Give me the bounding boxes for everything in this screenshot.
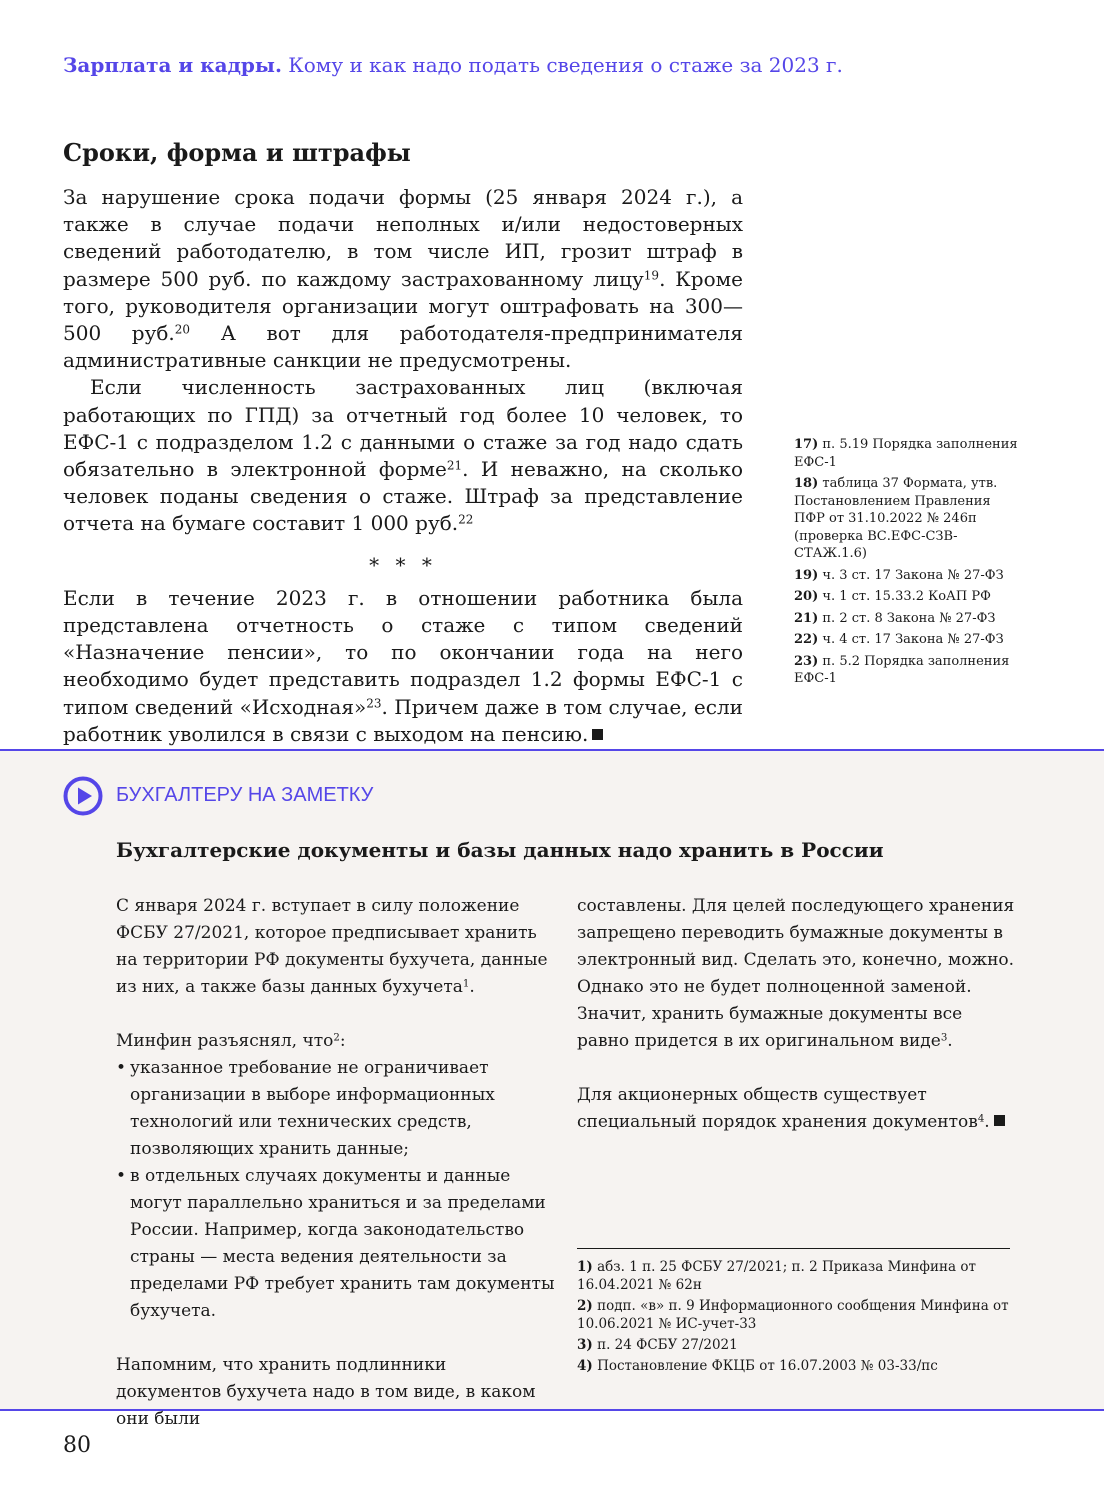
header-section: Зарплата и кадры. xyxy=(63,53,282,77)
paragraph-pension: Если в течение 2023 г. в отношении работника была представлена отчетность о стаже с типом сведений «Назначение пенсии», то по окончании года на него необходимо будет представить подраздел 1.2 формы ЕФС-1 с типом сведений «Исходная»$^{23}$. Причем даже в том случае, если работник уволился в связи с выходом на пенсию. xyxy=(63,585,743,746)
article-body xyxy=(63,184,743,748)
footnote-ref: 21 xyxy=(446,458,463,473)
footnote-ref: 22 xyxy=(458,512,474,527)
end-mark-icon xyxy=(994,1115,1005,1126)
footnote-ref: 4 xyxy=(977,1113,985,1125)
box-paragraph: Минфин разъяснял, что$^2$: xyxy=(116,1031,346,1051)
list-item: • указанное требование не ограничивает организации в выборе информационных технологий или технических средств, позволяющих хранить данные; xyxy=(116,1055,556,1163)
margin-note: 21) п. 2 ст. 8 Закона № 27-ФЗ xyxy=(794,610,996,626)
page-number: 80 xyxy=(63,1433,91,1458)
play-icon xyxy=(63,776,103,816)
footnote-ref: 2 xyxy=(333,1032,340,1044)
footnote-ref: 3 xyxy=(940,1032,948,1044)
footnote-ref: 20 xyxy=(174,322,191,337)
box-paragraph: С января 2024 г. вступает в силу положение ФСБУ 27/2021, которое предписывает хранить на территории РФ документы бухучета, данные из них, а также базы данных бухучета$^1$. xyxy=(116,896,548,997)
footnote: 1) абз. 1 п. 25 ФСБУ 27/2021; п. 2 Приказа Минфина от 16.04.2021 № 62н xyxy=(577,1259,976,1293)
running-header xyxy=(63,53,843,77)
bullet-list xyxy=(116,1055,556,1325)
footnote-divider xyxy=(577,1248,1010,1249)
box-footnotes xyxy=(577,1258,1017,1378)
footnote-ref: 23 xyxy=(366,696,382,711)
margin-note: 20) ч. 1 ст. 15.33.2 КоАП РФ xyxy=(794,589,991,604)
paragraph-fines: За нарушение срока подачи формы (25 января 2024 г.), а также в случае подачи неполных и/или недостоверных сведений работодателю, в том числе ИП, грозит штраф в размере 500 руб. по каждому застрахованному лицу$^{19}$. Кроме того, руководителя организации могут оштрафовать на 300—500 руб.$^{20}$ А вот для работодателя-предпринимателя административные санкции не предусмотрены. xyxy=(63,185,743,373)
end-mark-icon xyxy=(592,729,603,740)
list-item: • в отдельных случаях документы и данные могут параллельно храниться и за пределами России. Например, когда законодательство страны — места ведения деятельности за пределами РФ требует хранить там документы бухучета. xyxy=(116,1163,556,1325)
margin-note: 19) ч. 3 ст. 17 Закона № 27-ФЗ xyxy=(794,567,1004,583)
footnote: 2) подп. «в» п. 9 Информационного сообщения Минфина от 10.06.2021 № ИС-учет-33 xyxy=(577,1298,1009,1332)
box-paragraph: Для акционерных обществ существует специальный порядок хранения документов$^4$. xyxy=(577,1082,1017,1136)
box-paragraph: Напомним, что хранить подлинники документов бухучета надо в том виде, в каком они были xyxy=(116,1355,536,1429)
header-title: Кому и как надо подать сведения о стаже за 2023 г. xyxy=(288,53,843,77)
box-column-left xyxy=(116,893,556,1433)
footnote: 3) п. 24 ФСБУ 27/2021 xyxy=(577,1337,738,1353)
box-label: БУХГАЛТЕРУ НА ЗАМЕТКУ xyxy=(116,784,374,806)
footnote-ref: 1 xyxy=(462,978,470,990)
box-column-right xyxy=(577,893,1017,1136)
section-title: Сроки, форма и штрафы xyxy=(63,138,411,167)
paragraph-electronic-form: Если численность застрахованных лиц (включая работающих по ГПД) за отчетный год более 10 человек, то ЕФС-1 с подразделом 1.2 с данными о стаже за год надо сдать обязательно в электронной форме$^{21}$. И неважно, на сколько человек поданы сведения о стаже. Штраф за представление отчета на бумаге составит 1 000 руб.$^{22}$ xyxy=(63,375,743,536)
footnote-ref: 19 xyxy=(643,268,660,283)
margin-note: 23) п. 5.2 Порядка заполнения ЕФС-1 xyxy=(794,653,1010,686)
margin-note: 18) таблица 37 Формата, утв. Постановлением Правления ПФР от 31.10.2022 № 246п (проверка ВС.ЕФС-СЗВ-СТАЖ.1.6) xyxy=(794,476,998,561)
section-divider: * * * xyxy=(369,552,437,577)
box-title: Бухгалтерские документы и базы данных надо хранить в России xyxy=(116,838,884,862)
margin-note: 17) п. 5.19 Порядка заполнения ЕФС-1 xyxy=(794,437,1018,470)
box-paragraph: составлены. Для целей последующего хранения запрещено переводить бумажные документы в электронный вид. Сделать это, конечно, можно. Однако это не будет полноценной заменой. Значит, хранить бумажные документы все равно придется в их оригинальном виде$^3$. xyxy=(577,896,1015,1051)
margin-notes xyxy=(794,436,1019,692)
footnote: 4) Постановление ФКЦБ от 16.07.2003 № 03-33/пс xyxy=(577,1358,938,1374)
margin-note: 22) ч. 4 ст. 17 Закона № 27-ФЗ xyxy=(794,632,1004,647)
